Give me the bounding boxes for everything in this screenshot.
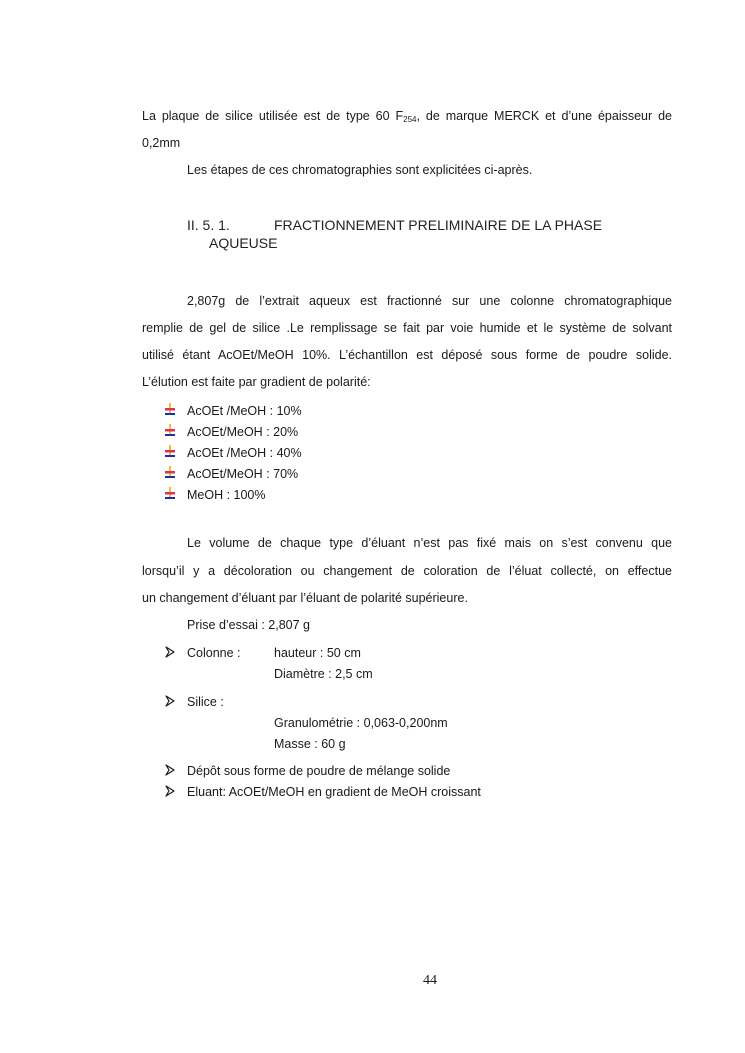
paragraph-1-line-2: remplie de gel de silice .Le remplissage se fait par voie humide et le système de solvant bbox=[142, 321, 672, 335]
silice-granulometrie: Granulométrie : 0,063-0,200nm bbox=[274, 716, 448, 730]
section-title-line-1: FRACTIONNEMENT PRELIMINAIRE DE LA PHASE bbox=[274, 217, 603, 233]
silice-label: Silice : bbox=[187, 695, 224, 709]
paragraph-2-line-2: lorsqu’il y a décoloration ou changement de coloration de l’éluat collecté, on effectue bbox=[142, 564, 672, 578]
colonne-hauteur: hauteur : 50 cm bbox=[274, 646, 361, 660]
list-item-text: AcOEt /MeOH : 40% bbox=[187, 446, 302, 460]
intro-subscript: 254 bbox=[403, 115, 417, 124]
colonne-label: Colonne : bbox=[187, 646, 241, 660]
intro-line-2: 0,2mm bbox=[142, 136, 181, 150]
list-item-text: AcOEt/MeOH : 70% bbox=[187, 467, 299, 481]
pin-bullet-icon bbox=[164, 466, 176, 480]
list-item-text: MeOH : 100% bbox=[187, 488, 266, 502]
paragraph-1-line-1: 2,807g de l’extrait aqueux est fractionné sur une colonne chromatographique bbox=[187, 294, 672, 308]
pin-bullet-icon bbox=[164, 487, 176, 501]
page-number: 44 bbox=[423, 973, 437, 988]
list-item-text: AcOEt/MeOH : 20% bbox=[187, 425, 299, 439]
colonne-diametre: Diamètre : 2,5 cm bbox=[274, 667, 373, 681]
pin-bullet-icon bbox=[164, 424, 176, 438]
paragraph-1-line-3: utilisé étant AcOEt/MeOH 10%. L’échantillon est déposé sous forme de poudre solide. bbox=[142, 348, 672, 362]
arrow-bullet-icon bbox=[165, 695, 175, 707]
prise-essai: Prise d’essai : 2,807 g bbox=[187, 618, 310, 632]
intro-line-1-text: La plaque de silice utilisée est de type 60 F bbox=[142, 109, 404, 123]
pin-bullet-icon bbox=[164, 403, 176, 417]
intro-line-3: Les étapes de ces chromatographies sont explicitées ci-après. bbox=[187, 163, 533, 177]
arrow-bullet-icon bbox=[165, 764, 175, 776]
pin-bullet-icon bbox=[164, 445, 176, 459]
section-number: II. 5. 1. bbox=[187, 217, 230, 233]
paragraph-1-line-4: L’élution est faite par gradient de polarité: bbox=[142, 375, 371, 389]
section-title-line-2: AQUEUSE bbox=[209, 235, 278, 251]
intro-line-1 bbox=[142, 108, 672, 124]
eluant-text: Eluant: AcOEt/MeOH en gradient de MeOH croissant bbox=[187, 785, 481, 799]
paragraph-2-line-3: un changement d’éluant par l’éluant de polarité supérieure. bbox=[142, 591, 468, 605]
arrow-bullet-icon bbox=[165, 646, 175, 658]
paragraph-2-line-1: Le volume de chaque type d’éluant n’est pas fixé mais on s’est convenu que bbox=[187, 536, 672, 550]
depot-text: Dépôt sous forme de poudre de mélange solide bbox=[187, 764, 451, 778]
intro-line-1-text-end: , de marque MERCK et d’une épaisseur de bbox=[416, 109, 672, 123]
silice-masse: Masse : 60 g bbox=[274, 737, 346, 751]
arrow-bullet-icon bbox=[165, 785, 175, 797]
list-item-text: AcOEt /MeOH : 10% bbox=[187, 404, 302, 418]
